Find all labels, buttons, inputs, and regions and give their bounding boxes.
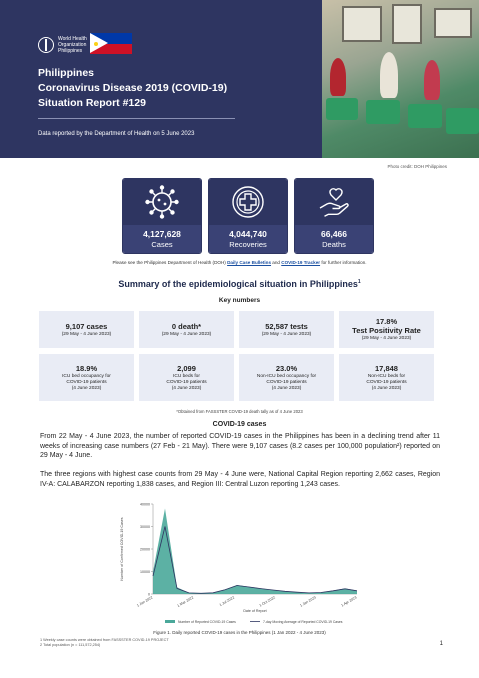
key-number-value: 52,587 tests (265, 321, 308, 331)
note-suffix: for further information. (320, 260, 367, 265)
key-number-cell (39, 354, 134, 401)
key-number-cell (39, 311, 134, 348)
daily-case-bulletins-link[interactable]: Daily Case Bulletins (227, 260, 272, 265)
daily-cases-chart-svg (115, 494, 365, 630)
kpi-cases-label: Cases (151, 240, 173, 249)
who-emblem-icon (38, 37, 54, 53)
kpi-recoveries-label: Recoveries (229, 240, 267, 249)
summary-title-footnote: 1 (357, 279, 361, 285)
x-tick-label: 1 Jan 2023 (299, 595, 317, 608)
key-number-cell (139, 311, 234, 348)
kpi-recoveries-value: 4,044,740 (229, 229, 267, 239)
header-divider (38, 118, 235, 119)
key-numbers-heading: Key numbers (218, 297, 261, 304)
kpi-recoveries (208, 178, 288, 254)
who-line1: World Health (58, 36, 87, 42)
key-number-cell (139, 354, 234, 401)
key-number-detail: (29 May - 4 June 2023) (261, 331, 312, 337)
x-tick-label: 1 Jan 2022 (136, 595, 154, 608)
y-tick-label: 10000 (140, 570, 150, 574)
cases-area (153, 509, 357, 595)
summary-title (0, 279, 479, 289)
x-axis-label: Date of Report (243, 609, 267, 613)
key-numbers-grid (39, 311, 434, 401)
y-tick-label: 20000 (140, 547, 150, 552)
key-number-cell (239, 354, 334, 401)
further-info-note (0, 260, 479, 265)
y-tick-label: 0 (148, 592, 150, 597)
key-number-detail: (29 May - 4 June 2023) (161, 331, 212, 337)
cases-trend-paragraph: From 22 May - 4 June 2023, the number of reported COVID-19 cases in the Philippines has been in a declining trend after 11 weeks of increasing case numbers (27 Feb - 21 May). There were 9,107 cases (8.2 cases per 100,000 population²) reported on 29 May - 4 June. (40, 433, 440, 459)
key-number-value: 23.0% (275, 363, 298, 373)
footnote-2: 2 Total population (n = 111,572,254) (40, 643, 101, 647)
x-tick-label: 1 Oct 2022 (258, 595, 276, 608)
legend-label-average: 7-day Moving Average of Reported COVID-19 Cases (263, 620, 343, 624)
covid-tracker-link[interactable]: COVID-19 Tracker (281, 260, 321, 265)
kpi-deaths-label: Deaths (322, 240, 346, 249)
kpi-deaths-value: 66,466 (321, 229, 347, 239)
x-tick-label: 1 Apr 2023 (340, 595, 358, 608)
y-tick-label: 30000 (140, 525, 150, 529)
covid-cases-heading: COVID-19 cases (212, 421, 267, 428)
title-report-number: Situation Report #129 (38, 97, 146, 109)
figure-caption: Figure 1. Daily reported COVID-19 cases in the Philippines (1 Jan 2022 - 4 June 2023) (153, 630, 326, 635)
key-number-cell (339, 311, 434, 348)
header-photo (322, 0, 479, 158)
who-line2: Organization (58, 42, 87, 48)
key-number-cell (239, 311, 334, 348)
footnotes (40, 638, 169, 648)
key-number-value: 2,099 (177, 363, 196, 373)
kpi-cases (122, 178, 202, 254)
page-number: 1 (439, 641, 443, 647)
note-prefix: Please see the Philippines Department of Health (DOH) (112, 260, 228, 265)
who-logo (38, 36, 87, 54)
legend-swatch-cases (165, 620, 175, 623)
key-number-value: 0 death* (171, 321, 202, 331)
kpi-deaths (294, 178, 374, 254)
key-number-value: 18.9% (75, 363, 98, 373)
medical-cross-icon (230, 184, 266, 220)
title-disease: Coronavirus Disease 2019 (COVID-19) (38, 82, 228, 94)
key-number-value: 9,107 cases (65, 321, 108, 331)
note-middle: and (271, 260, 282, 265)
key-number-detail: (29 May - 4 June 2023) (61, 331, 112, 337)
kpi-cases-value: 4,127,628 (143, 229, 181, 239)
death-tally-note: *Obtained from FASSSTER COVID-19 death tally as of 4 June 2023 (176, 409, 303, 414)
key-number-detail: (29 May - 4 June 2023) (361, 336, 412, 341)
virus-icon (144, 184, 180, 220)
key-number-detail: ICU beds for COVID-19 patients (4 June 2023) (166, 373, 207, 391)
y-axis-label: Number of Confirmed COVID-19 Cases (120, 517, 124, 581)
data-source-line: Data reported by the Department of Health on 5 June 2023 (38, 131, 195, 137)
regions-paragraph: The three regions with highest case counts from 29 May - 4 June were, National Capital Region reporting 2,662 cases, Region IV-A: CALABARZON reporting 1,838 cases, and Region III: Central Luzon reporting 1,243 cases. (40, 471, 440, 488)
moving-average-line (153, 527, 357, 594)
key-number-detail: Non-ICU beds for COVID-19 patients (4 June 2023) (366, 373, 407, 391)
kpi-cards (122, 178, 374, 254)
key-number-value: 17,848 (375, 363, 398, 373)
footnote-1: 1 Weekly case counts were obtained from FASSSTER COVID-19 PROJECT (40, 638, 169, 642)
daily-cases-chart (115, 494, 365, 634)
photo-credit: Photo credit: DOH Philippines (387, 164, 447, 169)
key-number-detail: ICU bed occupancy for COVID-19 patients (4 June 2023) (62, 373, 111, 391)
title-country: Philippines (38, 67, 95, 79)
key-number-cell (339, 354, 434, 401)
report-title (38, 66, 227, 111)
summary-title-text: Summary of the epidemiological situation in Philippines (118, 279, 358, 289)
philippines-flag-icon (90, 33, 132, 54)
x-tick-label: 1 Jul 2022 (218, 595, 236, 608)
header-banner (0, 0, 479, 158)
y-tick-label: 40000 (140, 502, 150, 507)
key-number-value: 17.8% Test Positivity Rate (352, 317, 421, 335)
who-line3: Philippines (58, 48, 83, 54)
hand-heart-icon (316, 184, 352, 220)
legend-label-cases: Number of Reported COVID-19 Cases (178, 620, 236, 624)
x-tick-label: 1 Mar 2022 (176, 595, 195, 608)
key-number-detail: Non-ICU bed occupancy for COVID-19 patients (4 June 2023) (256, 373, 317, 391)
